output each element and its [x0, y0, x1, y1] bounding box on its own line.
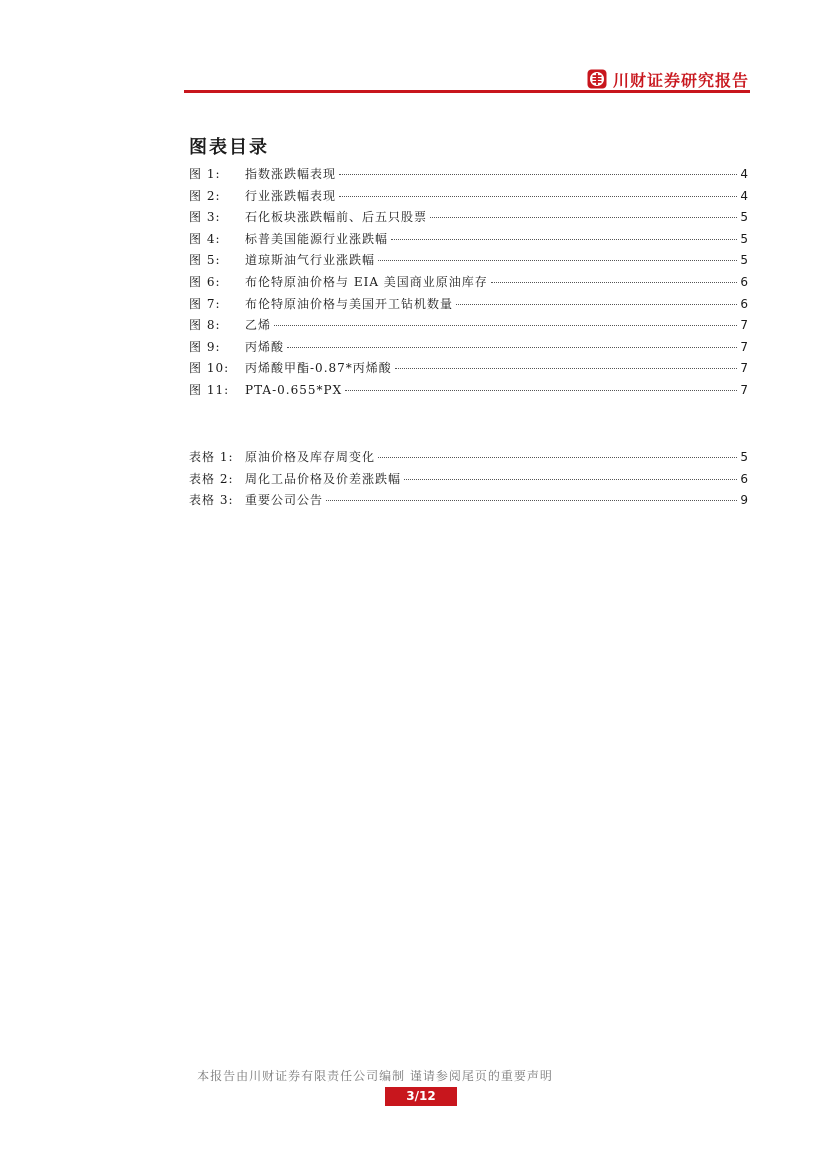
- brand-name: 川财证券研究报告: [612, 70, 749, 90]
- toc-item-figure-7[interactable]: [189, 295, 748, 317]
- dot-leader: [491, 282, 738, 283]
- toc-page: 6: [740, 471, 748, 486]
- footer-disclaimer: 本报告由川财证券有限责任公司编制 谨请参阅尾页的重要声明: [197, 1069, 553, 1083]
- dot-leader: [391, 239, 737, 240]
- chuancai-logo-icon: [587, 69, 607, 89]
- toc-label: 图 5:: [189, 253, 221, 268]
- toc-title-text: 丙烯酸甲酯-0.87*丙烯酸: [245, 361, 392, 376]
- toc-page: 7: [740, 382, 748, 397]
- toc-label: 图 10:: [189, 361, 230, 376]
- toc-page: 7: [740, 318, 748, 333]
- toc-item-figure-8[interactable]: [189, 316, 748, 338]
- toc-page: 4: [740, 188, 748, 203]
- toc-item-table-3[interactable]: [189, 491, 748, 513]
- toc-title-text: 石化板块涨跌幅前、后五只股票: [245, 210, 428, 225]
- toc-label: 图 6:: [189, 274, 221, 289]
- dot-leader: [339, 174, 737, 175]
- toc-title-text: PTA-0.655*PX: [245, 382, 343, 397]
- dot-leader: [404, 479, 737, 480]
- toc-item-figure-3[interactable]: [189, 208, 748, 230]
- toc-page: 5: [740, 210, 748, 225]
- toc-label: 图 4:: [189, 231, 221, 246]
- toc-title-text: 标普美国能源行业涨跌幅: [245, 231, 389, 246]
- toc-page: 6: [740, 274, 748, 289]
- toc-title-text: 乙烯: [245, 318, 272, 333]
- toc-page: 7: [740, 361, 748, 376]
- toc-title-text: 行业涨跌幅表现: [245, 188, 337, 203]
- dot-leader: [287, 347, 737, 348]
- toc-page: 7: [740, 339, 748, 354]
- figure-list: [189, 165, 748, 403]
- header-rule: [184, 90, 750, 93]
- toc-item-figure-10[interactable]: [189, 359, 748, 381]
- toc-label: 表格 1:: [189, 450, 234, 464]
- toc-label: 图 7:: [189, 296, 221, 311]
- dot-leader: [339, 196, 737, 197]
- toc-title-text: 指数涨跌幅表现: [245, 167, 337, 181]
- brand-header: [587, 68, 749, 90]
- toc-label: 图 9:: [189, 339, 221, 354]
- dot-leader: [395, 368, 738, 369]
- toc-item-figure-11[interactable]: [189, 381, 748, 403]
- dot-leader: [378, 457, 737, 458]
- toc-page: 9: [740, 493, 748, 508]
- toc-label: 表格 2:: [189, 471, 234, 486]
- dot-leader: [378, 260, 737, 261]
- toc-page: 5: [740, 450, 748, 464]
- toc-item-table-2[interactable]: [189, 470, 748, 492]
- dot-leader: [456, 304, 737, 305]
- toc-page: 5: [740, 231, 748, 246]
- toc-title-text: 丙烯酸: [245, 339, 285, 354]
- toc-label: 图 2:: [189, 188, 221, 203]
- toc-item-figure-5[interactable]: [189, 251, 748, 273]
- table-list: [189, 448, 748, 513]
- toc-page: 5: [740, 253, 748, 268]
- dot-leader: [274, 325, 737, 326]
- toc-item-figure-1[interactable]: [189, 165, 748, 187]
- toc-item-figure-9[interactable]: [189, 338, 748, 360]
- toc-title-text: 道琼斯油气行业涨跌幅: [245, 253, 376, 268]
- toc-label: 表格 3:: [189, 493, 234, 508]
- toc-label: 图 1:: [189, 167, 221, 181]
- toc-title-text: 周化工品价格及价差涨跌幅: [245, 471, 402, 486]
- dot-leader: [430, 217, 737, 218]
- toc-item-table-1[interactable]: [189, 448, 748, 470]
- toc-item-figure-6[interactable]: [189, 273, 748, 295]
- toc-item-figure-2[interactable]: [189, 187, 748, 209]
- toc-title-text: 布伦特原油价格与 EIA 美国商业原油库存: [245, 274, 488, 289]
- dot-leader: [326, 500, 737, 501]
- toc-label: 图 8:: [189, 318, 221, 333]
- toc-label: 图 3:: [189, 210, 221, 225]
- toc-title: 图表目录: [189, 137, 269, 158]
- toc-page: 6: [740, 296, 748, 311]
- toc-page: 4: [740, 167, 748, 181]
- toc-title-text: 重要公司公告: [245, 493, 324, 508]
- toc-title-text: 布伦特原油价格与美国开工钻机数量: [245, 296, 454, 311]
- dot-leader: [345, 390, 737, 391]
- toc-title-text: 原油价格及库存周变化: [245, 450, 376, 464]
- page-number-badge: 3/12: [385, 1087, 457, 1106]
- toc-item-figure-4[interactable]: [189, 230, 748, 252]
- toc-label: 图 11:: [189, 382, 230, 397]
